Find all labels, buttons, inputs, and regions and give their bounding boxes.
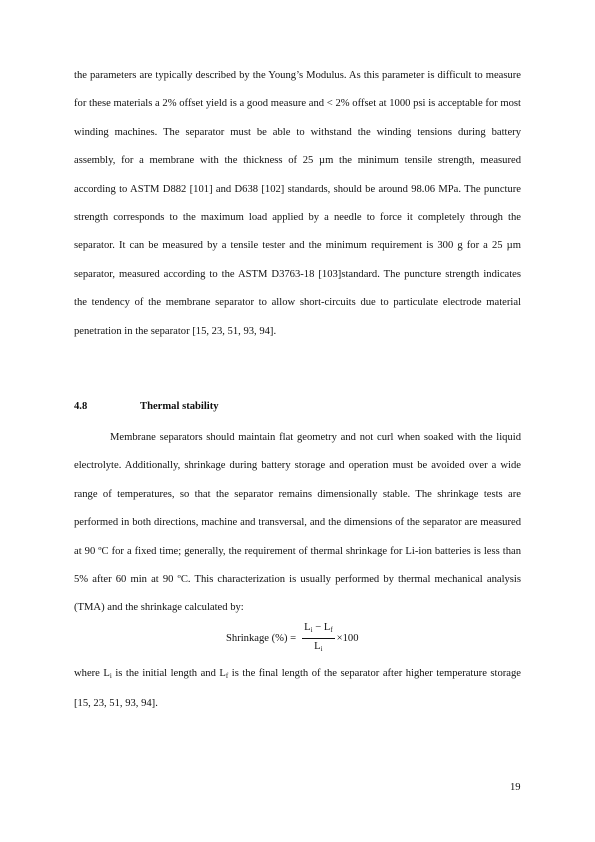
fraction-denominator bbox=[314, 639, 322, 656]
paragraph-equation-definitions bbox=[74, 660, 521, 719]
section-number: 4.8 bbox=[74, 401, 88, 412]
numerator-sub-b: f bbox=[330, 625, 333, 634]
paragraph-mechanical-properties: the parameters are typically described by the Young’s Modulus. As this parameter is difficult to measure for these materials a 2% offset yield is a good measure and < 2% offset at 1000 psi is acceptable for most winding machines. The separator must be able to withstand the winding tensions during battery assembly, for a membrane with the thickness of 25 µm the minimum tensile strength, measured according to ASTM D882 [101] and D638 [102] standards, should be around 98.06 MPa. The puncture strength corresponds to the maximum load applied by a needle to force it completely through the separator. It can be measured by a tensile tester and the minimum requirement is 300 g for a 25 µm separator, measured according to the ASTM D3763-18 [103]standard. The puncture strength indicates the tendency of the membrane separator to allow short-circuits due to particulate electrode material penetration in the separator [15, 23, 51, 93, 94]. bbox=[74, 70, 521, 337]
paragraph-thermal-stability: Membrane separators should maintain flat geometry and not curl when soaked with the liquid electrolyte. Additionally, shrinkage during battery storage and operation must be avoided over a wide range of temperatures, so that the separator remains dimensionally stable. The shrinkage tests are performed in both directions, machine and transversal, and the dimensions of the separator are measured at 90 ºC for a fixed time; generally, the requirement of thermal shrinkage for Li-ion batteries is less than 5% after 60 min at 90 ºC. This characterization is usually performed by thermal mechanical analysis (TMA) and the shrinkage calculated by: bbox=[74, 432, 521, 614]
section-title: Thermal stability bbox=[140, 401, 219, 412]
def-text-2: is the initial length and L bbox=[111, 668, 226, 679]
denominator-term: L bbox=[314, 640, 321, 652]
def-text-1: where L bbox=[74, 668, 110, 679]
numerator-term-a: L bbox=[304, 621, 311, 633]
denominator-sub: i bbox=[320, 644, 323, 653]
def-sub-i: i bbox=[109, 672, 112, 680]
shrinkage-equation bbox=[226, 620, 359, 656]
fraction-numerator bbox=[302, 621, 335, 639]
section-heading bbox=[74, 401, 219, 412]
def-text-3: is the final length of the separator after higher temperature storage [15, 23, 51, 93, 94]. bbox=[74, 668, 522, 710]
equation-lhs: Shrinkage (%) = bbox=[226, 632, 297, 644]
minus-sign: − bbox=[312, 621, 324, 633]
equation-rhs: ×100 bbox=[336, 632, 359, 644]
numerator-term-b: L bbox=[323, 621, 331, 633]
equation-fraction bbox=[302, 621, 335, 656]
page-number: 19 bbox=[510, 782, 521, 793]
def-sub-f: f bbox=[225, 672, 229, 680]
numerator-sub-a: i bbox=[310, 625, 313, 634]
